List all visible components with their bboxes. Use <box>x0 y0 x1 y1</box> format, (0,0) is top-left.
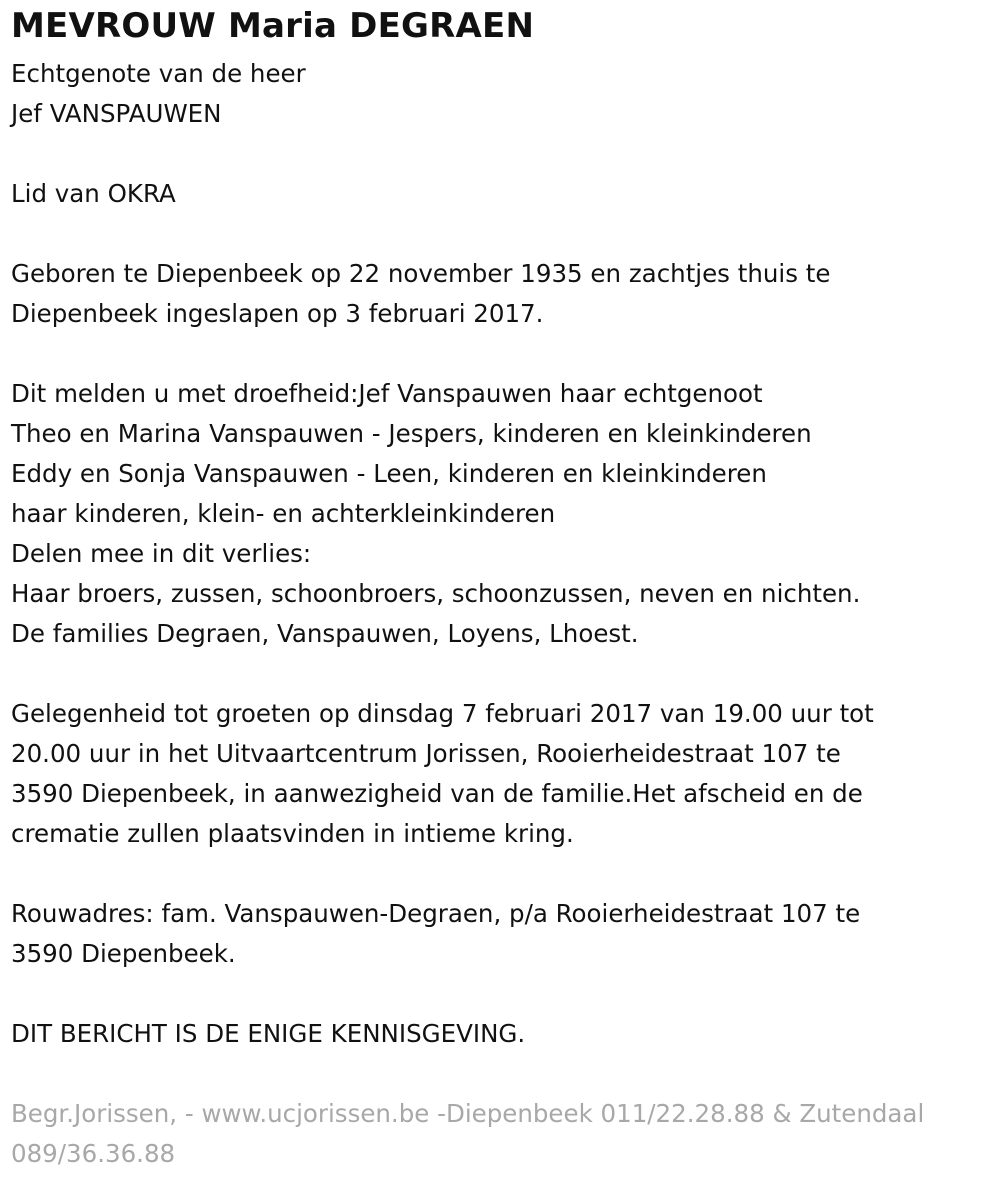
membership-line: Lid van OKRA <box>11 179 176 208</box>
family-line: Dit melden u met droefheid:Jef Vanspauwen haar echtgenoot <box>11 379 763 408</box>
birth-death-line-1: Geboren te Diepenbeek op 22 november 1935 en zachtjes thuis te <box>11 259 831 288</box>
family-line: De families Degraen, Vanspauwen, Loyens, Lhoest. <box>11 619 639 648</box>
visitation-line: Gelegenheid tot groeten op dinsdag 7 februari 2017 van 19.00 uur tot <box>11 699 874 728</box>
notice-statement: DIT BERICHT IS DE ENIGE KENNISGEVING. <box>11 1019 526 1048</box>
address-line-2: 3590 Diepenbeek. <box>11 939 236 968</box>
family-line: Theo en Marina Vanspauwen - Jespers, kinderen en kleinkinderen <box>11 419 812 448</box>
footer-line-2: 089/36.36.88 <box>11 1139 176 1168</box>
visitation-line: 20.00 uur in het Uitvaartcentrum Jorissen, Rooierheidestraat 107 te <box>11 739 841 768</box>
family-line: Delen mee in dit verlies: <box>11 539 312 568</box>
spouse-line-1: Echtgenote van de heer <box>11 59 306 88</box>
birth-death-line-2: Diepenbeek ingeslapen op 3 februari 2017. <box>11 299 544 328</box>
family-line: Haar broers, zussen, schoonbroers, schoonzussen, neven en nichten. <box>11 579 861 608</box>
visitation-line: crematie zullen plaatsvinden in intieme kring. <box>11 819 574 848</box>
visitation-line: 3590 Diepenbeek, in aanwezigheid van de familie.Het afscheid en de <box>11 779 863 808</box>
family-line: Eddy en Sonja Vanspauwen - Leen, kinderen en kleinkinderen <box>11 459 767 488</box>
family-line: haar kinderen, klein- en achterkleinkinderen <box>11 499 556 528</box>
spouse-line-2: Jef VANSPAUWEN <box>11 99 222 128</box>
footer-line-1: Begr.Jorissen, - www.ucjorissen.be -Diepenbeek 011/22.28.88 & Zutendaal <box>11 1099 925 1128</box>
address-line-1: Rouwadres: fam. Vanspauwen-Degraen, p/a Rooierheidestraat 107 te <box>11 899 861 928</box>
notice-title: MEVROUW Maria DEGRAEN <box>11 6 535 46</box>
